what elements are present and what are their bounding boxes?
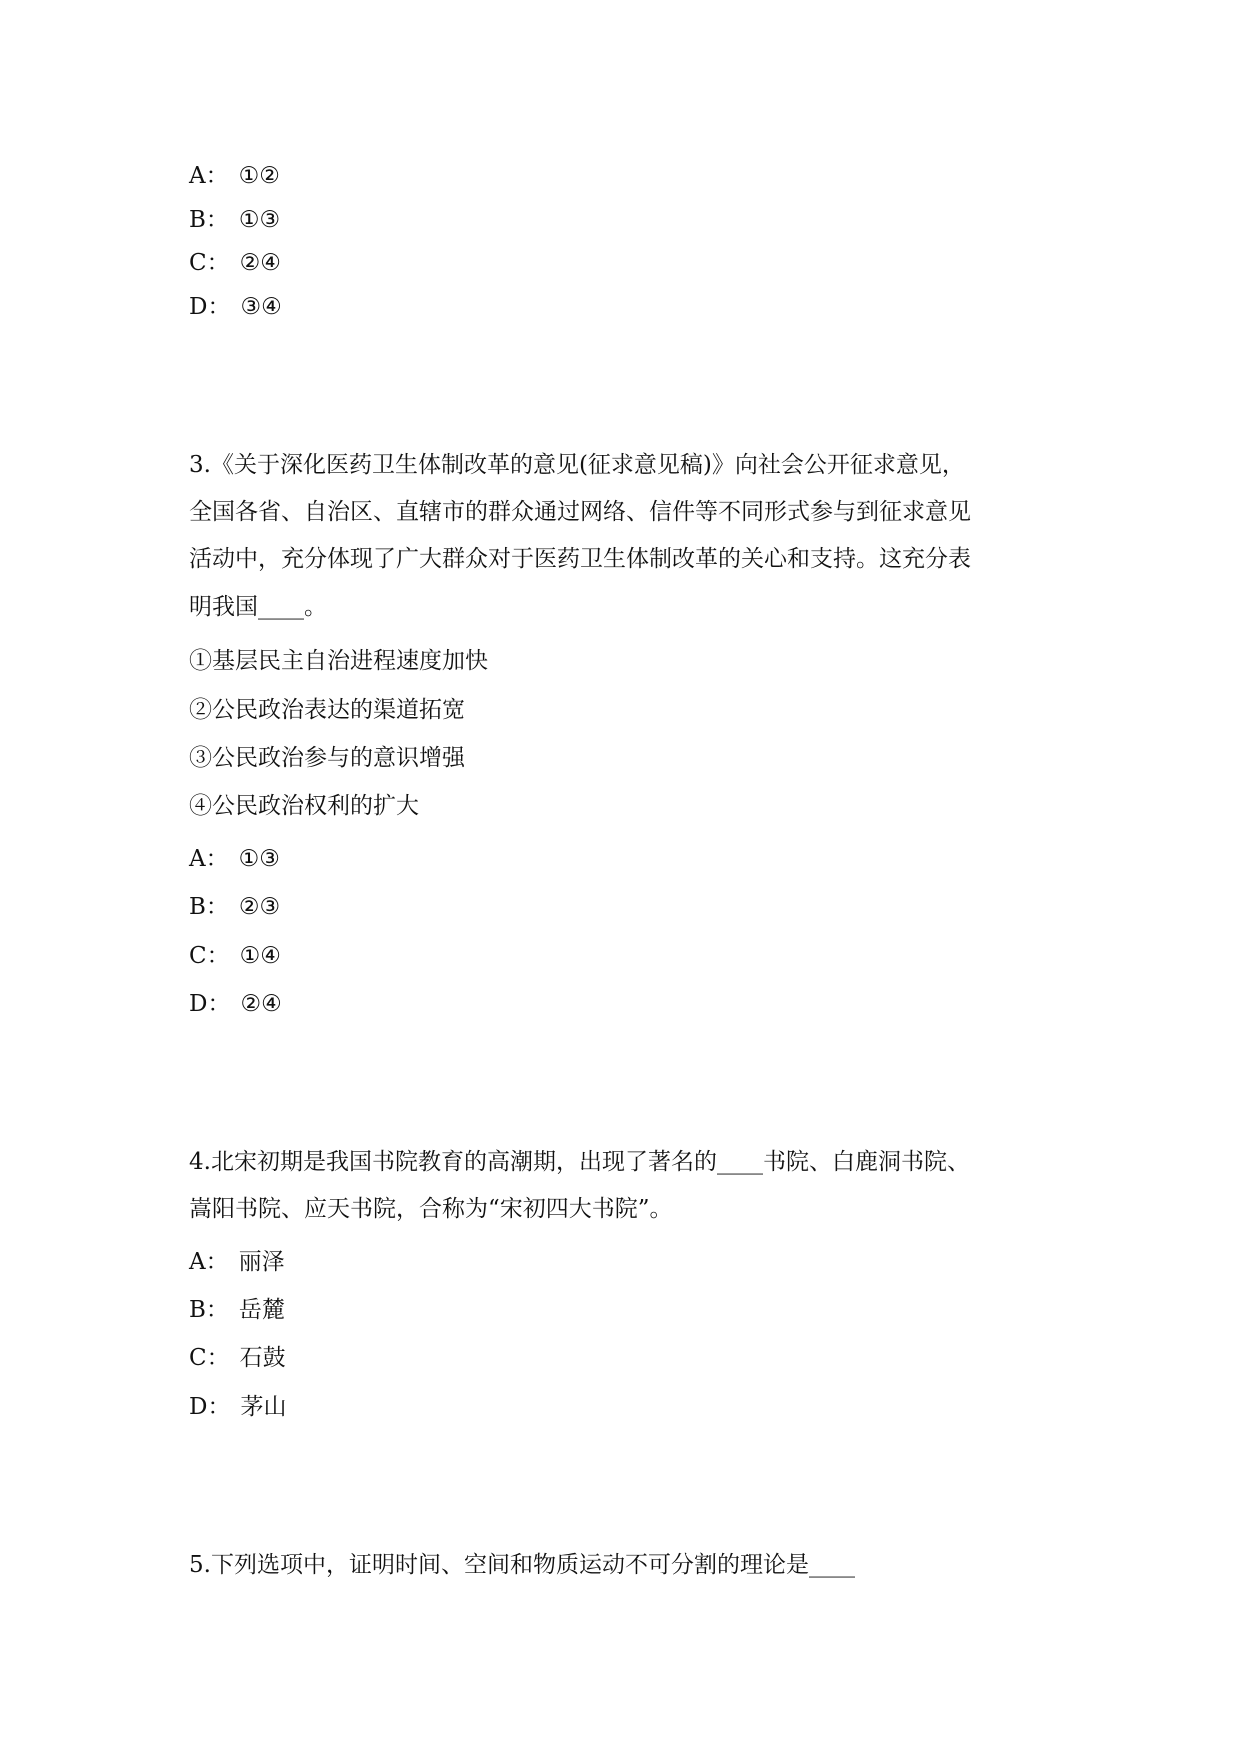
- option-separator: ：: [205, 894, 229, 920]
- option-letter: C: [189, 1345, 207, 1371]
- q2-option-d[interactable]: [189, 296, 282, 319]
- option-letter: A: [189, 1249, 206, 1275]
- q4-stem-line-1: 4.北宋初期是我国书院教育的高潮期，出现了著名的____书院、白鹿洞书院、: [189, 1149, 970, 1175]
- option-separator: ：: [205, 163, 229, 189]
- option-separator: ：: [206, 250, 230, 276]
- option-letter: C: [189, 250, 207, 276]
- option-letter: A: [189, 163, 206, 189]
- q3-option-c[interactable]: [189, 945, 281, 968]
- option-text: 丽泽: [238, 1249, 285, 1275]
- option-text: ①②: [238, 163, 280, 189]
- q3-statement-2: ②公民政治表达的渠道拓宽: [189, 697, 465, 723]
- q3-statement-3: ③公民政治参与的意识增强: [189, 745, 465, 771]
- option-separator: ：: [207, 294, 231, 320]
- option-text: ①③: [238, 846, 280, 872]
- q4-option-d[interactable]: [189, 1396, 286, 1419]
- option-letter: C: [189, 943, 207, 969]
- option-separator: ：: [206, 1345, 230, 1371]
- option-letter: B: [189, 207, 206, 233]
- q3-stem-line-2: 全国各省、自治区、直辖市的群众通过网络、信件等不同形式参与到征求意见: [189, 499, 971, 525]
- q5-stem-line-1: 5.下列选项中，证明时间、空间和物质运动不可分割的理论是____: [189, 1552, 855, 1578]
- q4-option-c[interactable]: [189, 1347, 286, 1370]
- q3-statement-4: ④公民政治权利的扩大: [189, 793, 419, 819]
- option-letter: B: [189, 1297, 206, 1323]
- option-letter: D: [189, 991, 208, 1017]
- q2-option-a[interactable]: [189, 165, 280, 188]
- option-separator: ：: [205, 1297, 229, 1323]
- q4-option-a[interactable]: [189, 1251, 285, 1274]
- option-letter: D: [189, 1394, 208, 1420]
- q3-option-d[interactable]: [189, 993, 282, 1016]
- q3-statement-1: ①基层民主自治进程速度加快: [189, 648, 488, 674]
- option-text: 石鼓: [239, 1345, 286, 1371]
- option-text: ②④: [240, 991, 282, 1017]
- option-separator: ：: [205, 846, 229, 872]
- option-text: ③④: [240, 294, 282, 320]
- option-text: ②③: [238, 894, 281, 920]
- q3-stem-line-4: 明我国____。: [189, 594, 327, 620]
- q3-stem-line-1: 3.《关于深化医药卫生体制改革的意见(征求意见稿)》向社会公开征求意见，: [189, 452, 965, 478]
- option-text: 岳麓: [238, 1297, 285, 1323]
- option-text: ①④: [239, 943, 281, 969]
- q3-option-a[interactable]: [189, 848, 280, 871]
- option-separator: ：: [205, 207, 229, 233]
- option-separator: ：: [207, 1394, 231, 1420]
- q4-option-b[interactable]: [189, 1299, 285, 1322]
- option-text: ①③: [238, 207, 281, 233]
- q2-option-b[interactable]: [189, 209, 280, 232]
- q3-stem-line-3: 活动中，充分体现了广大群众对于医药卫生体制改革的关心和支持。这充分表: [189, 546, 971, 572]
- option-separator: ：: [207, 991, 231, 1017]
- q2-option-c[interactable]: [189, 252, 281, 275]
- option-letter: D: [189, 294, 208, 320]
- option-text: 茅山: [240, 1394, 287, 1420]
- option-separator: ：: [205, 1249, 229, 1275]
- q3-option-b[interactable]: [189, 896, 280, 919]
- q4-stem-line-2: 嵩阳书院、应天书院，合称为“宋初四大书院”。: [189, 1196, 673, 1222]
- option-separator: ：: [206, 943, 230, 969]
- option-letter: B: [189, 894, 206, 920]
- option-text: ②④: [239, 250, 281, 276]
- option-letter: A: [189, 846, 206, 872]
